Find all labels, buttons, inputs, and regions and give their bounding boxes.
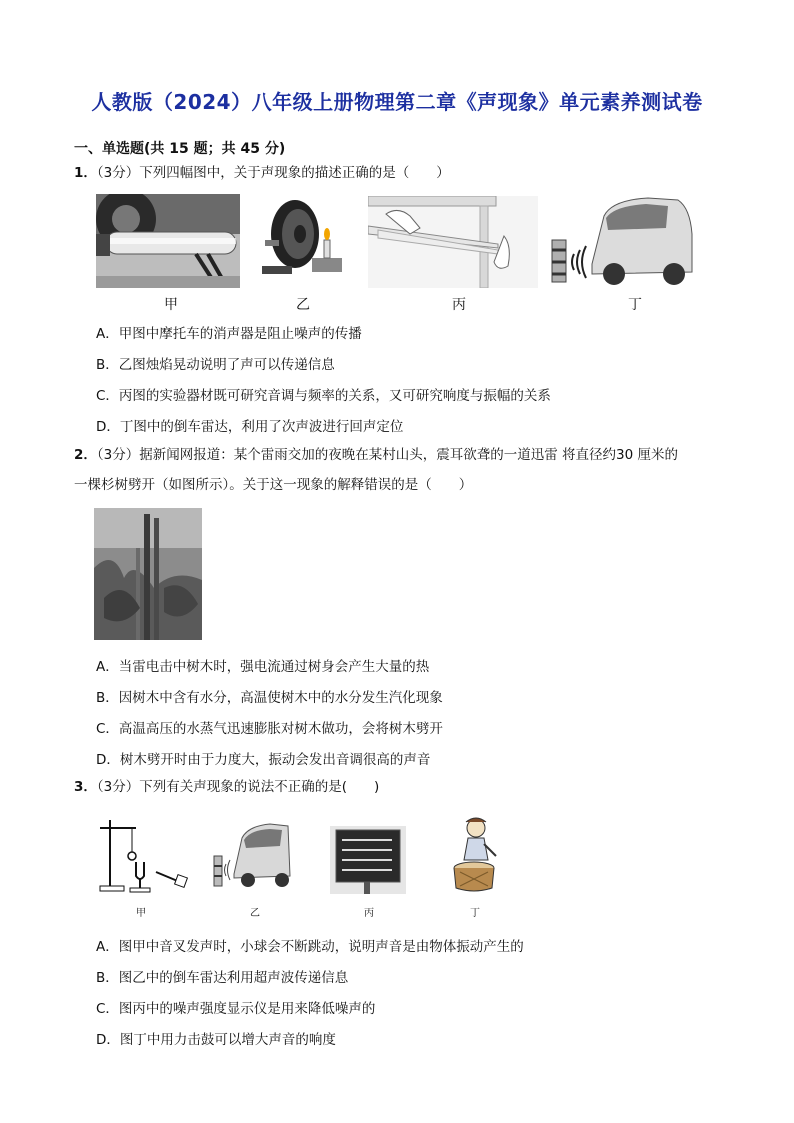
figure-caption: 丁 (470, 908, 480, 919)
split-tree-image (94, 508, 202, 640)
ruler-table-image (368, 196, 538, 288)
car-reverse-radar-image (548, 194, 694, 288)
question-3 (74, 772, 379, 802)
motorcycle-muffler-image (96, 194, 240, 288)
option-a: A．甲图中摩托车的消声器是阻止噪声的传播 (96, 326, 362, 342)
figure-caption: 丙 (364, 908, 374, 919)
figure-caption: 甲 (136, 908, 146, 919)
figure-caption: 甲 (164, 297, 178, 313)
tuning-fork-ball-image (96, 816, 192, 894)
figure-caption: 乙 (296, 297, 310, 313)
question-number: 1． (74, 165, 97, 181)
question-text: 一棵杉树劈开（如图所示）。关于这一现象的解释错误的是（ ） (74, 477, 473, 493)
speaker-candle-image (260, 196, 350, 282)
page-title: 人教版（2024）八年级上册物理第二章《声现象》单元素养测试卷 (91, 90, 703, 114)
question-2 (74, 440, 744, 500)
section-heading: 一、单选题(共 15 题；共 45 分) (74, 141, 286, 157)
figure-caption: 丁 (628, 297, 642, 313)
question-text: （3分）下列四幅图中，关于声现象的描述正确的是（ ） (96, 165, 450, 181)
option-d: D．树木劈开时由于力度大，振动会发出音调很高的声音 (96, 752, 431, 768)
option-c: C．高温高压的水蒸气迅速膨胀对树木做功，会将树木劈开 (96, 721, 443, 737)
question-text: （3分）下列有关声现象的说法不正确的是( ) (96, 779, 380, 795)
question-text: （3分）据新闻网报道：某个雷雨交加的夜晚在某村山头，震耳欲聋的一道迅雷 将直径约30 厘米的 (96, 447, 679, 463)
drum-player-image (446, 816, 502, 894)
option-b: B．因树木中含有水分，高温使树木中的水分发生汽化现象 (96, 690, 443, 706)
question-number: 3． (74, 779, 97, 795)
option-b: B．图乙中的倒车雷达利用超声波传递信息 (96, 970, 349, 986)
noise-meter-image (330, 826, 406, 894)
option-a: A．当雷电击中树木时，强电流通过树身会产生大量的热 (96, 659, 430, 675)
option-c: C．图丙中的噪声强度显示仪是用来降低噪声的 (96, 1001, 376, 1017)
option-c: C．丙图的实验器材既可研究音调与频率的关系，又可研究响度与振幅的关系 (96, 388, 551, 404)
figure-caption: 丙 (452, 297, 466, 313)
option-d: D．图丁中用力击鼓可以增大声音的响度 (96, 1032, 336, 1048)
figure-caption: 乙 (250, 908, 260, 919)
car-radar-small-image (210, 820, 292, 892)
option-b: B．乙图烛焰晃动说明了声可以传递信息 (96, 357, 335, 373)
question-number: 2． (74, 447, 97, 463)
option-a: A．图甲中音叉发声时，小球会不断跳动，说明声音是由物体振动产生的 (96, 939, 524, 955)
question-1 (74, 158, 450, 188)
option-d: D．丁图中的倒车雷达，利用了次声波进行回声定位 (96, 419, 404, 435)
